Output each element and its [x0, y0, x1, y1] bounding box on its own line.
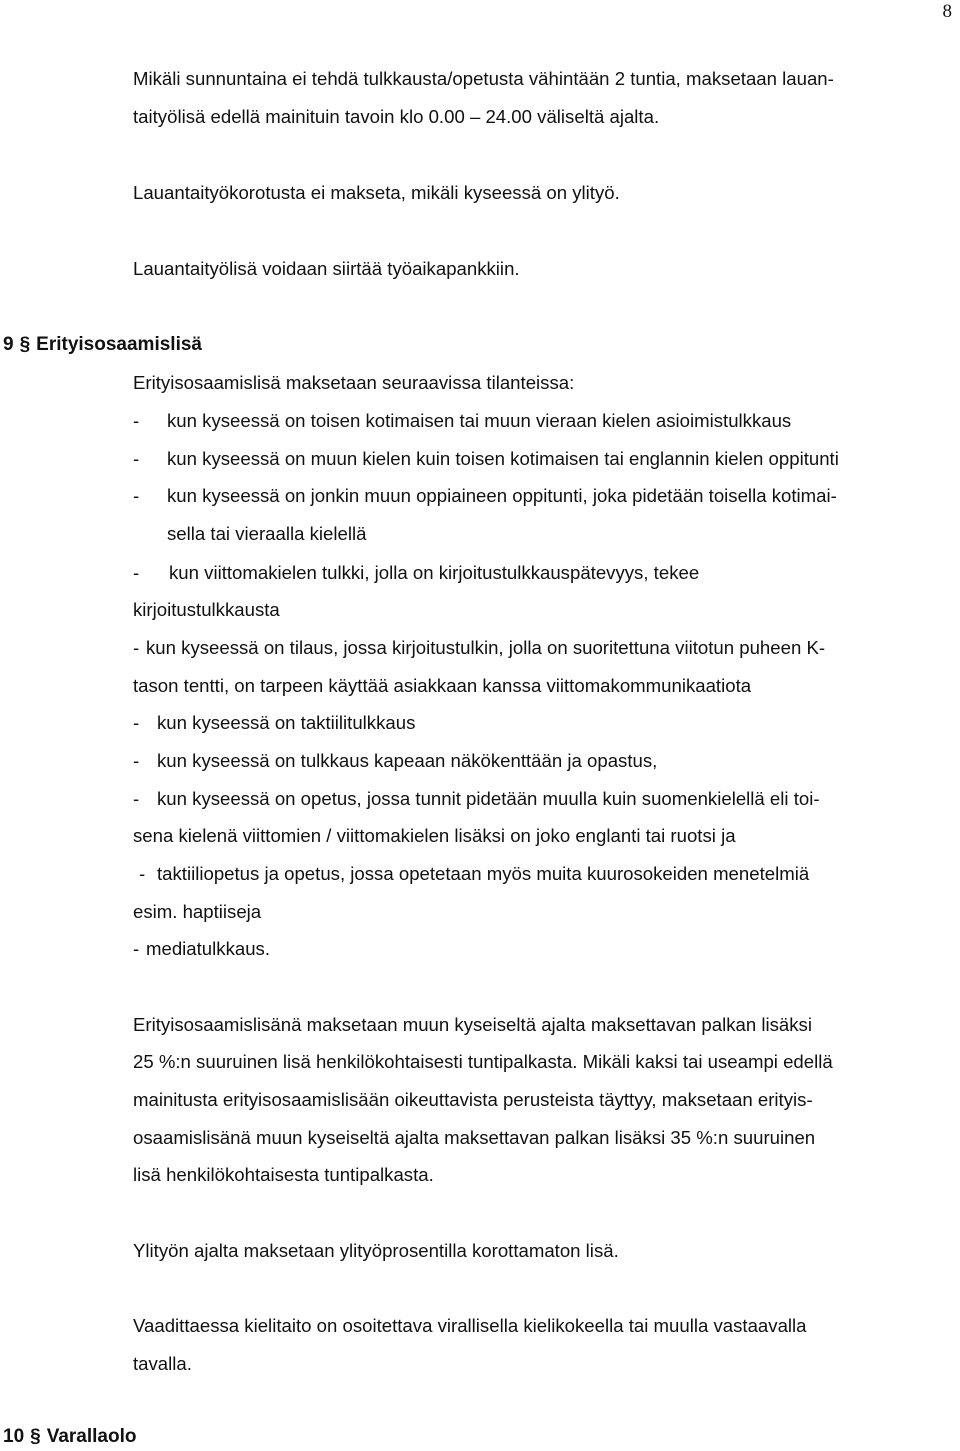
- section-number: 10: [3, 1426, 25, 1447]
- paragraph-line: tavalla.: [133, 1353, 192, 1374]
- list-item-continuation: sella tai vieraalla kielellä: [167, 523, 367, 544]
- dash: -: [133, 410, 140, 431]
- list-item-text: kun kyseessä on opetus, jossa tunnit pidetään muulla kuin suomenkielellä eli toi-: [157, 788, 820, 809]
- list-item-text: kun kyseessä on muun kielen kuin toisen kotimaisen tai englannin kielen oppitunti: [167, 448, 839, 469]
- list-item-text: kun viittomakielen tulkki, jolla on kirjoitustulkkauspätevyys, tekee: [169, 562, 700, 583]
- section-title: Varallaolo: [46, 1426, 137, 1447]
- dash: -: [133, 712, 140, 733]
- dash: -: [139, 863, 146, 884]
- section-intro: Erityisosaamislisä maksetaan seuraavissa tilanteissa:: [133, 372, 575, 393]
- paragraph-line: lisä henkilökohtaisesta tuntipalkasta.: [133, 1164, 434, 1185]
- paragraph-line: taityölisä edellä mainituin tavoin klo 0.00 – 24.00 väliseltä ajalta.: [133, 106, 660, 127]
- list-item: [133, 711, 415, 735]
- section-title: Erityisosaamislisä: [36, 334, 202, 355]
- list-item-continuation: tason tentti, on tarpeen käyttää asiakkaan kanssa viittomakommunikaatiota: [133, 675, 752, 696]
- dash: -: [133, 938, 140, 959]
- section-sign-icon: §: [19, 334, 31, 355]
- dash: -: [133, 750, 140, 771]
- paragraph-line: Vaadittaessa kielitaito on osoitettava virallisella kielikokeella tai muulla vastaavalla: [133, 1315, 807, 1336]
- dash: -: [133, 485, 140, 506]
- paragraph-line: Lauantaityölisä voidaan siirtää työaikapankkiin.: [133, 258, 520, 279]
- list-item-text: kun kyseessä on jonkin muun oppiaineen oppitunti, joka pidetään toisella kotimai-: [167, 485, 837, 506]
- page-number: 8: [942, 1, 952, 22]
- list-item-text: mediatulkkaus.: [146, 938, 271, 959]
- list-item-text: kun kyseessä on taktiilitulkkaus: [157, 712, 416, 733]
- list-item: [133, 937, 270, 961]
- dash: -: [133, 637, 140, 658]
- paragraph-line: Lauantaityökorotusta ei makseta, mikäli kyseessä on ylityö.: [133, 182, 620, 203]
- paragraph-line: Ylityön ajalta maksetaan ylityöprosentilla korottamaton lisä.: [133, 1240, 619, 1261]
- section-9-heading: [3, 333, 202, 357]
- dash: -: [133, 788, 140, 809]
- list-item: [133, 787, 820, 811]
- paragraph-line: 25 %:n suuruinen lisä henkilökohtaisesti tuntipalkasta. Mikäli kaksi tai useampi edellä: [133, 1051, 833, 1072]
- list-item: [133, 447, 839, 471]
- list-item: [133, 749, 657, 773]
- section-number: 9: [3, 334, 14, 355]
- paragraph-line: Mikäli sunnuntaina ei tehdä tulkkausta/opetusta vähintään 2 tuntia, maksetaan lauan-: [133, 68, 834, 89]
- dash: -: [133, 448, 140, 469]
- list-item-continuation: esim. haptiiseja: [133, 901, 262, 922]
- paragraph-line: osaamislisänä muun kyseiseltä ajalta maksettavan palkan lisäksi 35 %:n suuruinen: [133, 1127, 816, 1148]
- paragraph-line: mainitusta erityisosaamislisään oikeuttavista perusteista täyttyy, maksetaan erityis-: [133, 1089, 813, 1110]
- section-sign-icon: §: [30, 1426, 41, 1447]
- list-item-continuation: sena kielenä viittomien / viittomakielen lisäksi on joko englanti tai ruotsi ja: [133, 825, 736, 846]
- list-item: [133, 409, 791, 433]
- list-item-text: kun kyseessä on tilaus, jossa kirjoitustulkin, jolla on suoritettuna viitotun puheen K-: [146, 637, 826, 658]
- list-item: [133, 484, 837, 508]
- list-item: [133, 561, 699, 585]
- list-item-continuation: kirjoitustulkkausta: [133, 599, 280, 620]
- section-10-heading: [3, 1425, 137, 1449]
- list-item: [139, 862, 809, 886]
- dash: -: [133, 562, 140, 583]
- paragraph-line: Erityisosaamislisänä maksetaan muun kyseiseltä ajalta maksettavan palkan lisäksi: [133, 1014, 812, 1035]
- list-item-text: taktiiliopetus ja opetus, jossa opetetaan myös muita kuurosokeiden menetelmiä: [157, 863, 810, 884]
- list-item-text: kun kyseessä on toisen kotimaisen tai muun vieraan kielen asioimistulkkaus: [167, 410, 792, 431]
- list-item: [133, 636, 825, 660]
- list-item-text: kun kyseessä on tulkkaus kapeaan näkökenttään ja opastus,: [157, 750, 658, 771]
